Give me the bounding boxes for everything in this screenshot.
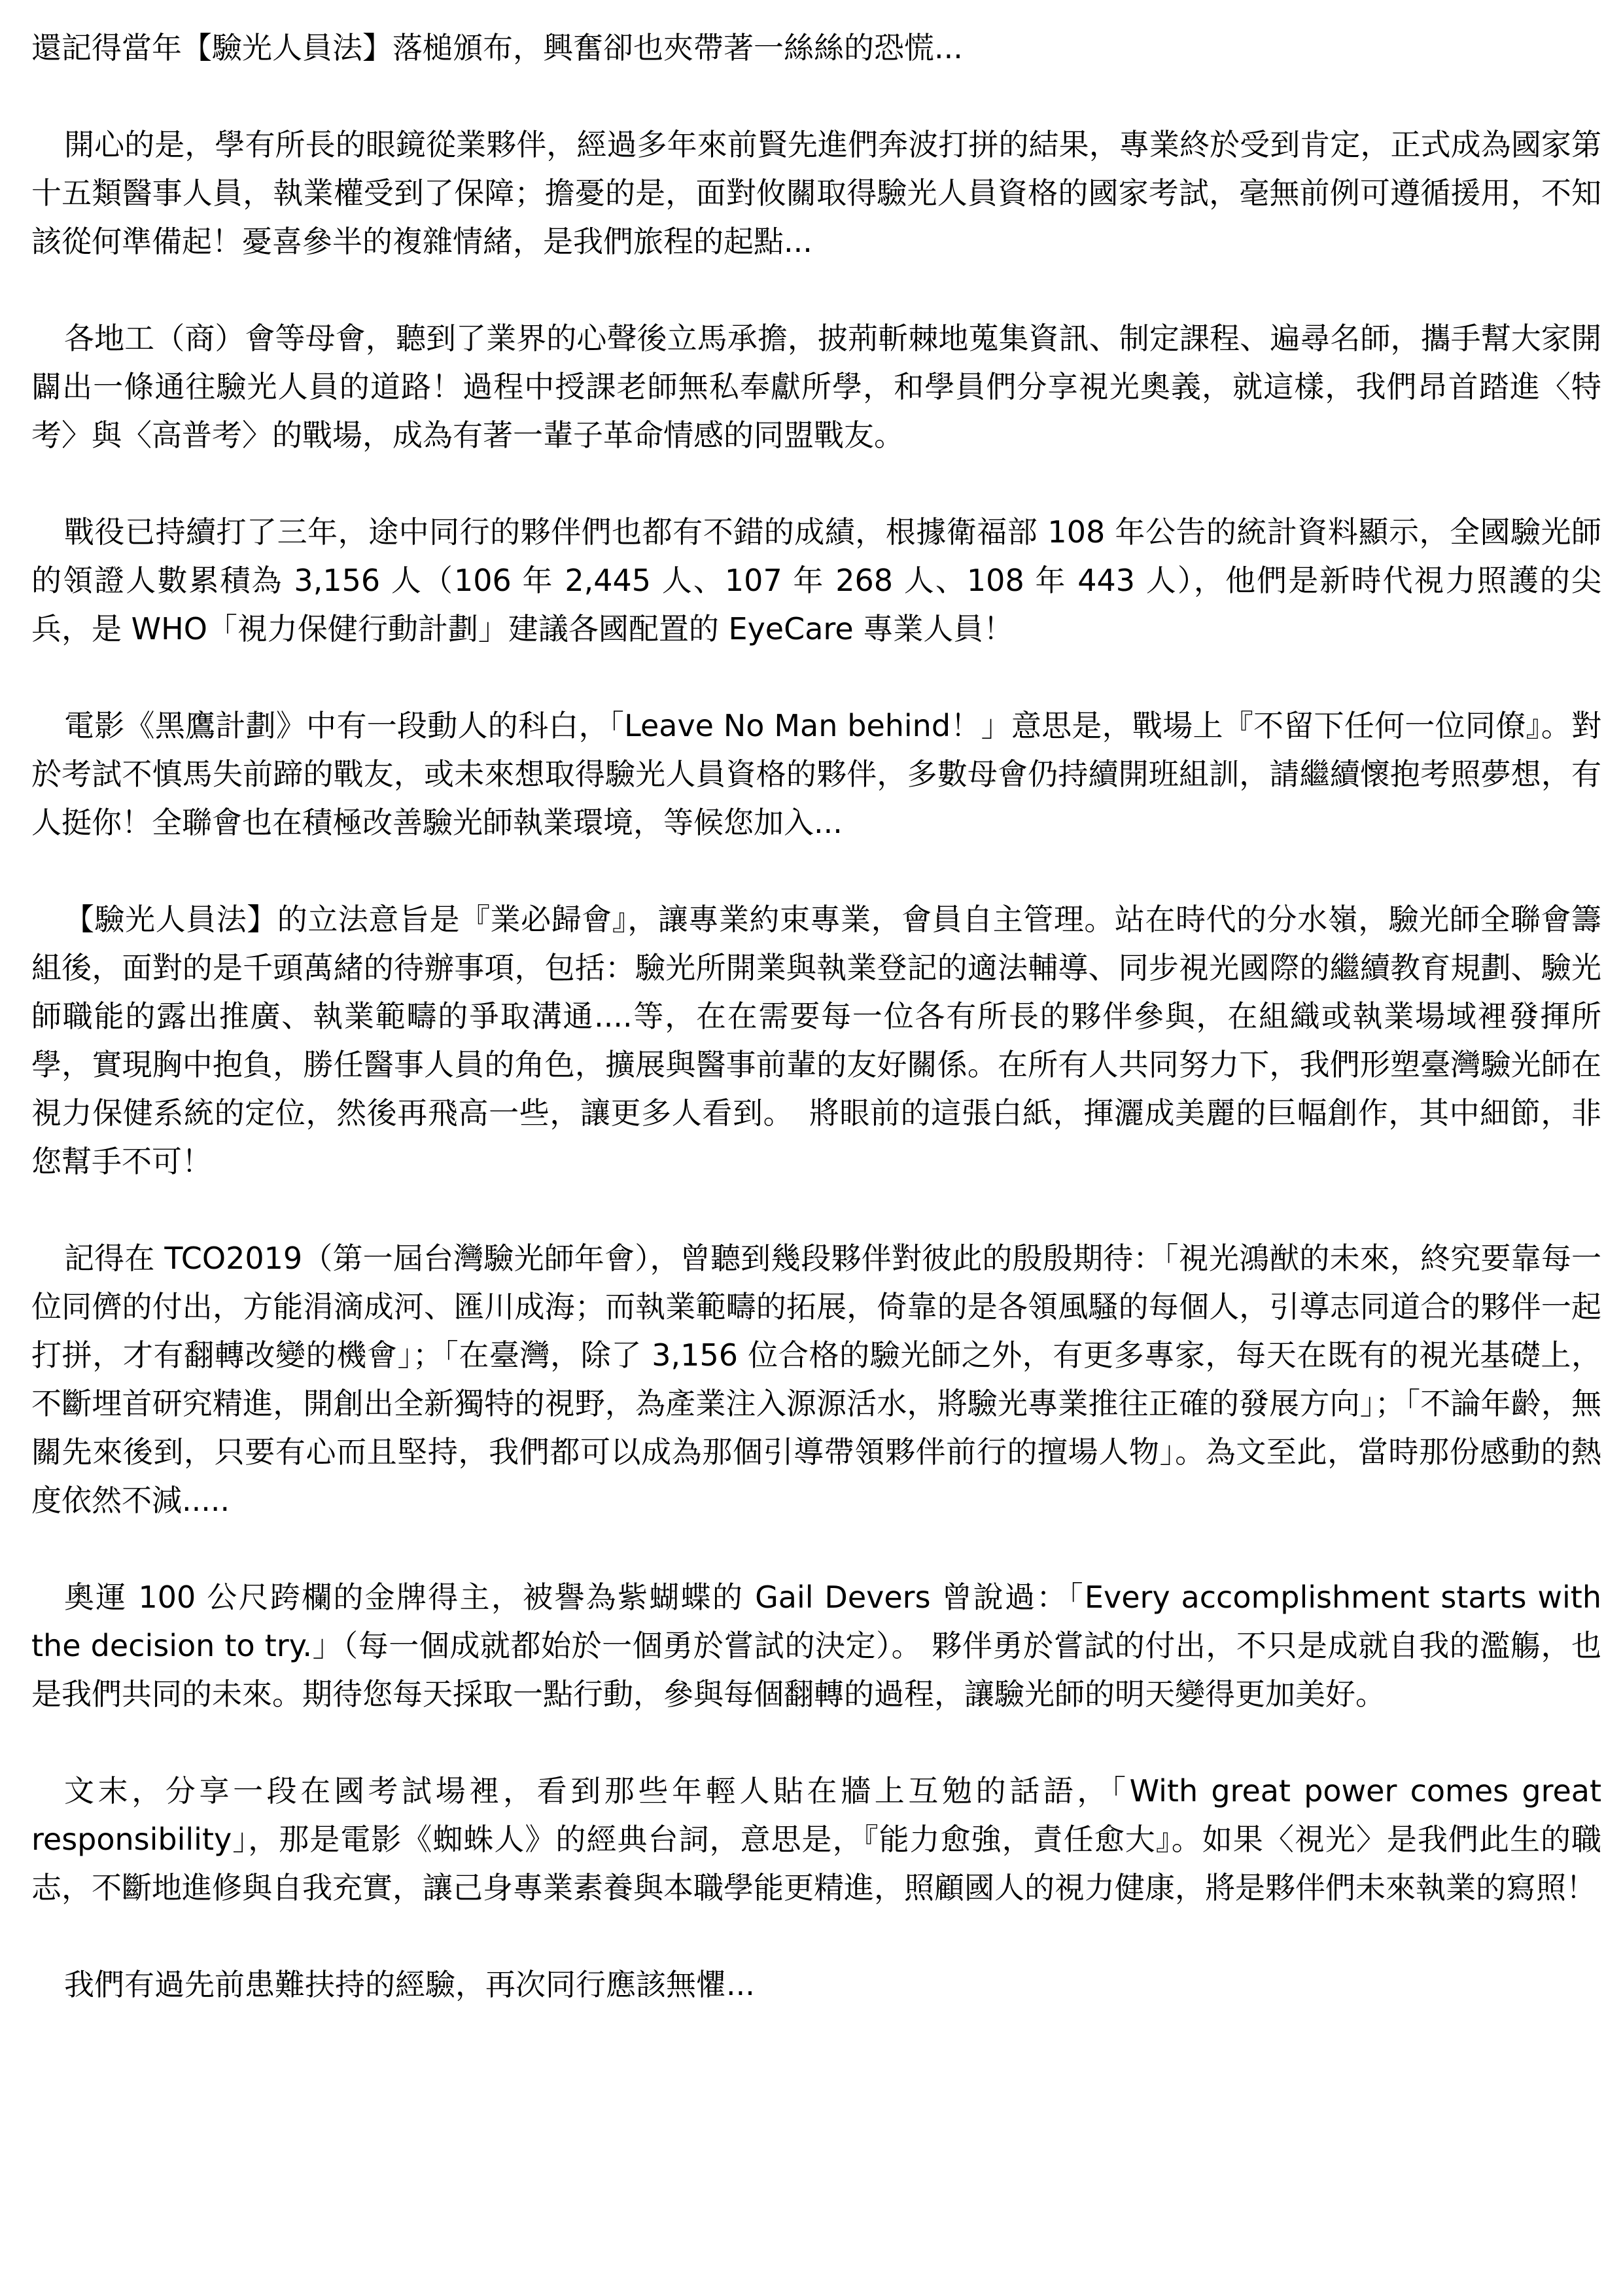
paragraph-intro: 還記得當年【驗光人員法】落槌頒布，興奮卻也夾帶著一絲絲的恐慌...: [31, 30, 963, 65]
paragraph-2: 開心的是，學有所長的眼鏡從業夥伴，經過多年來前賢先進們奔波打拼的結果，專業終於受到肯定，正式成為國家第十五類醫事人員，執業權受到了保障；擔憂的是，面對攸關取得驗光人員資格的國家考試，毫無前例可遵循援用，不知該從何準備起！憂喜參半的複雜情緒，是我們旅程的起點...: [31, 127, 1601, 259]
document-page: [31, 24, 1611, 2009]
paragraph-closing: 我們有過先前患難扶持的經驗，再次同行應該無懼...: [64, 1967, 755, 2002]
paragraph-7: 記得在 TCO2019（第一屆台灣驗光師年會），曾聽到幾段夥伴對彼此的殷殷期待：「視光鴻猷的未來，終究要靠每一位同儕的付出，方能涓滴成河、匯川成海；而執業範疇的拓展，倚靠的是各領風騷的每個人，引導志同道合的夥伴一起打拼，才有翻轉改變的機會」；「在臺灣，除了 3,156 位合格的驗光師之外，有更多專家，每天在既有的視光基礎上，不斷埋首研究精進，開創出全新獨特的視野，為產業注入源源活水，將驗光專業推往正確的發展方向」；「不論年齡，無關先來後到，只要有心而且堅持，我們都可以成為那個引導帶領夥伴前行的擅場人物」。為文至此，當時那份感動的熱度依然不減.....: [31, 1241, 1601, 1518]
paragraph-8: 奧運 100 公尺跨欄的金牌得主，被譽為紫蝴蝶的 Gail Devers 曾說過：「Every accomplishment starts with the decision to try.」（每一個成就都始於一個勇於嘗試的決定）。 夥伴勇於嘗試的付出，不只是成就自我的濫觴，也是我們共同的未來。期待您每天採取一點行動，參與每個翻轉的過程，讓驗光師的明天變得更加美好。: [31, 1580, 1611, 1712]
paragraph-9: 文末，分享一段在國考試場裡，看到那些年輕人貼在牆上互勉的話語，「With great power comes great responsibility」，那是電影《蜘蛛人》的經典台詞，意思是，『能力愈強，責任愈大』。如果〈視光〉是我們此生的職志，不斷地進修與自我充實，讓己身專業素養與本職學能更精進，照顧國人的視力健康，將是夥伴們未來執業的寫照！: [31, 1773, 1611, 1905]
paragraph-4: 戰役已持續打了三年，途中同行的夥伴們也都有不錯的成績，根據衛福部 108 年公告的統計資料顯示，全國驗光師的領證人數累積為 3,156 人（106 年 2,445 人、107 年 268 人、108 年 443 人），他們是新時代視力照護的尖兵，是 WHO「視力保健行動計劃」建議各國配置的 EyeCare 專業人員！: [31, 514, 1601, 646]
paragraph-3: 各地工（商）會等母會，聽到了業界的心聲後立馬承擔，披荊斬棘地蒐集資訊、制定課程、遍尋名師，攜手幫大家開闢出一條通往驗光人員的道路！過程中授課老師無私奉獻所學，和學員們分享視光奧義，就這樣，我們昂首踏進〈特考〉與〈高普考〉的戰場，成為有著一輩子革命情感的同盟戰友。: [31, 321, 1601, 453]
paragraph-6: 【驗光人員法】的立法意旨是『業必歸會』，讓專業約束專業，會員自主管理。站在時代的分水嶺，驗光師全聯會籌組後，面對的是千頭萬緒的待辦事項，包括：驗光所開業與執業登記的適法輔導、同步視光國際的繼續教育規劃、驗光師職能的露出推廣、執業範疇的爭取溝通....等，在在需要每一位各有所長的夥伴參與，在組織或執業場域裡發揮所學，實現胸中抱負，勝任醫事人員的角色，擴展與醫事前輩的友好關係。在所有人共同努力下，我們形塑臺灣驗光師在視力保健系統的定位，然後再飛高一些，讓更多人看到。 將眼前的這張白紙，揮灑成美麗的巨幅創作，其中細節，非您幫手不可！: [31, 902, 1601, 1179]
paragraph-5: 電影《黑鷹計劃》中有一段動人的科白，「Leave No Man behind！」意思是，戰場上『不留下任何一位同僚』。對於考試不慎馬失前蹄的戰友，或未來想取得驗光人員資格的夥伴，多數母會仍持續開班組訓，請繼續懷抱考照夢想，有人挺你！全聯會也在積極改善驗光師執業環境，等候您加入...: [31, 708, 1601, 840]
